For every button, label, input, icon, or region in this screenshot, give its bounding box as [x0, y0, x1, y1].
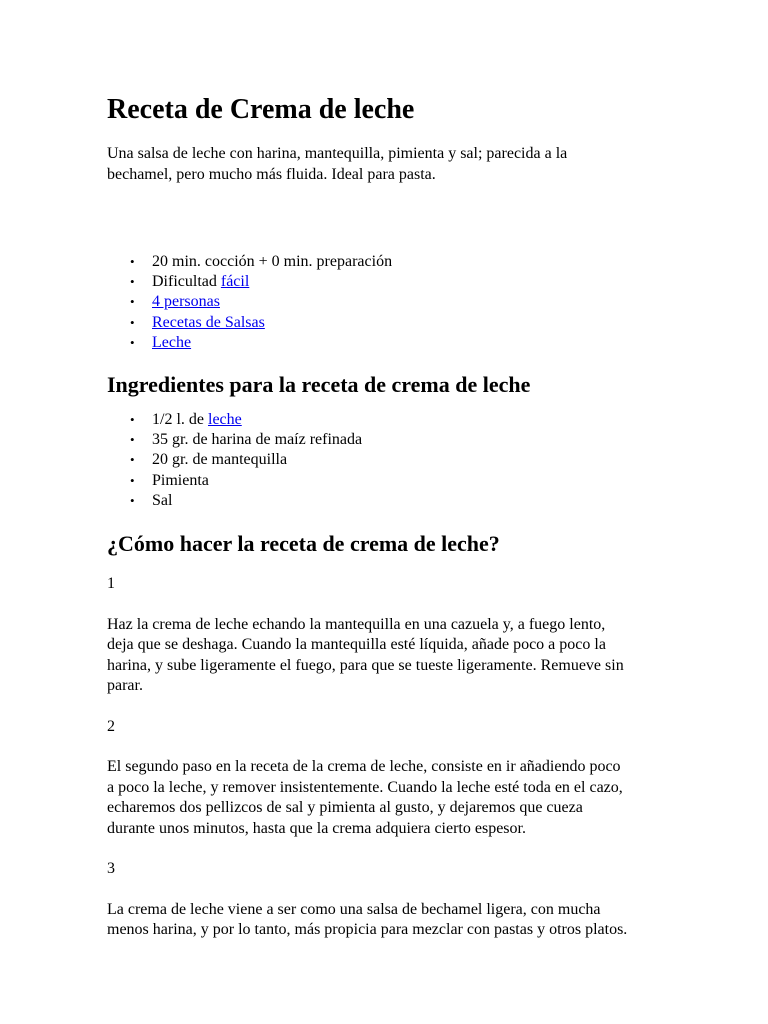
time-text: 20 min. cocción + 0 min. preparación: [152, 253, 393, 270]
step-number: 1: [107, 575, 115, 593]
recipe-meta-list: [107, 252, 677, 353]
meta-time: [152, 252, 677, 272]
page-title: Receta de Crema de leche: [107, 94, 415, 125]
step-line: Haz la crema de leche echando la mantequilla en una cazuela y, a fuego lento,: [107, 615, 606, 633]
milk-prefix: 1/2 l. de: [152, 411, 208, 429]
step-text: [107, 757, 677, 839]
servings-link[interactable]: 4 personas: [152, 293, 220, 311]
step-line: durante unos minutos, hasta que la crema adquiera cierto espesor.: [107, 819, 526, 837]
step-text: [107, 900, 677, 941]
step-line: echaremos dos pellizcos de sal y pimienta al gusto, y dejaremos que cueza: [107, 799, 583, 817]
step-3: [107, 859, 677, 941]
intro-line-2: bechamel, pero mucho más fluida. Ideal para pasta.: [107, 165, 436, 183]
ingredients-list: [107, 410, 677, 511]
step-2: [107, 717, 677, 840]
step-line: El segundo paso en la receta de la crema de leche, consiste en ir añadiendo poco: [107, 758, 621, 776]
ingredient-milk: [152, 410, 677, 430]
intro-line-1: Una salsa de leche con harina, mantequilla, pimienta y sal; parecida a la: [107, 145, 568, 162]
step-line: harina, y sube ligeramente el fuego, para que se tueste ligeramente. Remueve sin: [107, 656, 624, 674]
ingredients-heading: Ingredientes para la receta de crema de leche: [107, 372, 531, 398]
step-number: 3: [107, 860, 115, 878]
steps-heading: ¿Cómo hacer la receta de crema de leche?: [107, 531, 500, 557]
step-line: a poco la leche, y remover insistentemente. Cuando la leche esté toda en el cazo,: [107, 778, 623, 796]
difficulty-prefix: Dificultad: [152, 273, 221, 291]
ingredient-flour: • 35 gr. de harina de maíz refinada: [152, 430, 677, 450]
step-line: menos harina, y por lo tanto, más propicia para mezclar con pastas y otros platos.: [107, 921, 628, 939]
meta-category: [152, 313, 677, 333]
tag-link[interactable]: Leche: [152, 333, 192, 351]
step-number: 2: [107, 717, 115, 735]
category-link[interactable]: Recetas de Salsas: [152, 313, 265, 331]
step-text: [107, 615, 677, 697]
meta-difficulty: [152, 272, 677, 292]
step-line: parar.: [107, 677, 143, 695]
ingredient-pepper: • Pimienta: [152, 471, 677, 491]
meta-servings: [152, 292, 677, 312]
ingredient-salt: • Sal: [152, 491, 677, 511]
step-line: deja que se deshaga. Cuando la mantequilla esté líquida, añade poco a poco la: [107, 636, 606, 654]
step-1: [107, 574, 677, 697]
meta-tag: [152, 333, 677, 353]
recipe-content: [107, 94, 677, 961]
milk-link[interactable]: leche: [208, 411, 242, 429]
ingredient-butter: • 20 gr. de mantequilla: [152, 450, 677, 470]
difficulty-link[interactable]: fácil: [220, 273, 250, 291]
step-line: La crema de leche viene a ser como una salsa de bechamel ligera, con mucha: [107, 900, 601, 918]
recipe-intro: [107, 144, 677, 185]
